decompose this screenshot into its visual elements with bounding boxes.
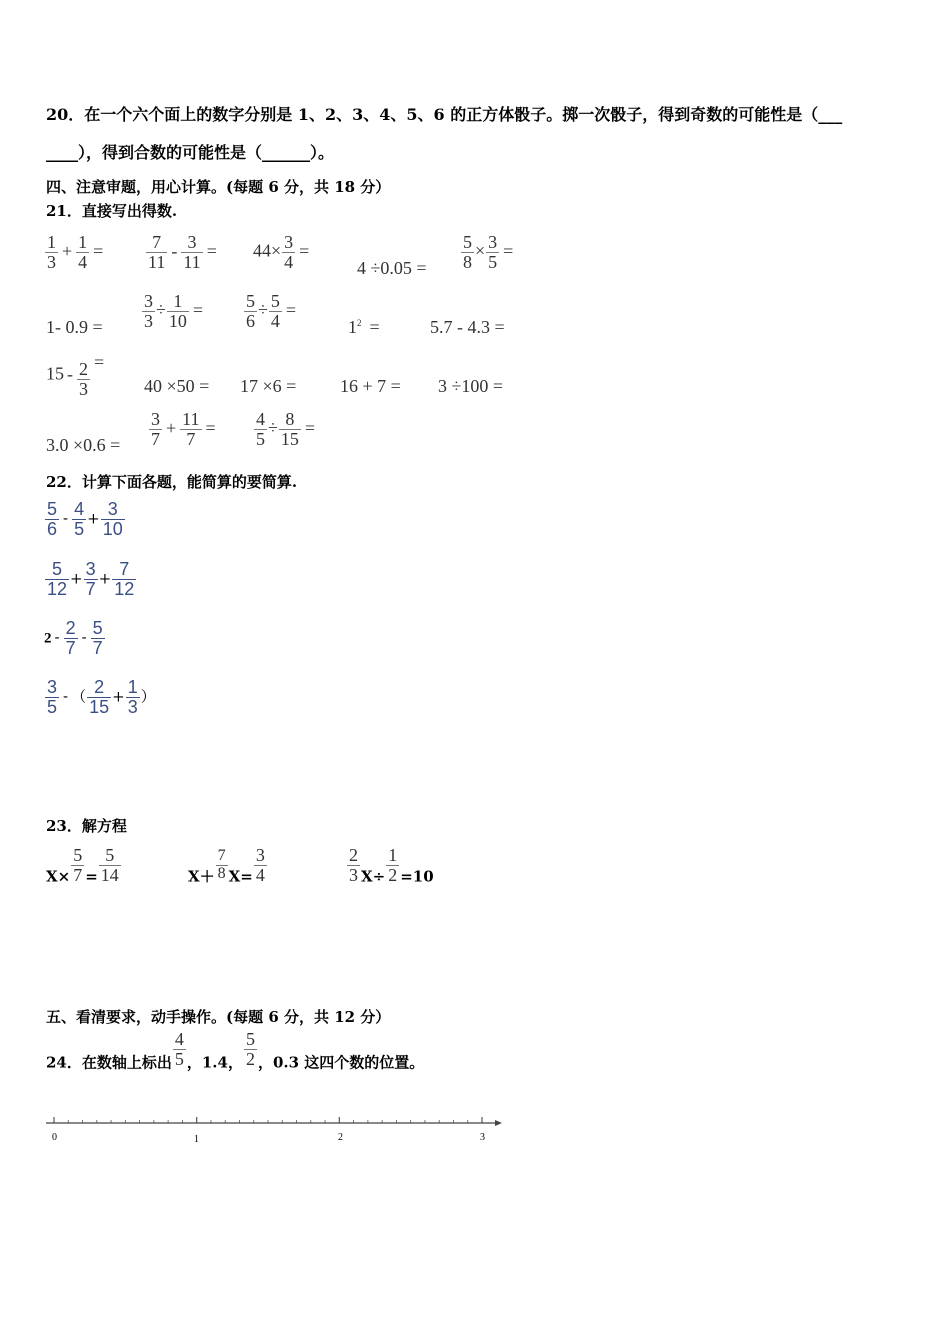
denominator: 5 — [174, 1048, 184, 1069]
equals-value: =10 — [400, 867, 434, 886]
denominator: 12 — [47, 578, 68, 599]
denominator: 8 — [463, 251, 472, 272]
denominator: 4 — [284, 251, 294, 272]
denominator: 4 — [255, 864, 265, 885]
arrow-right-icon — [495, 1120, 502, 1126]
operator: × — [475, 240, 486, 261]
numerator: 3 — [151, 409, 160, 429]
numerator: 3 — [101, 500, 125, 520]
numerator: 3 — [255, 845, 265, 865]
denominator: 10 — [168, 310, 187, 331]
operator: ÷ — [258, 299, 268, 320]
q21-r2-c — [243, 292, 299, 331]
q23-eq-1 — [46, 846, 122, 885]
numerator: 3 — [85, 559, 96, 579]
numerator: 4 — [256, 409, 265, 429]
numerator: 5 — [99, 846, 121, 866]
whole-number: 15 — [46, 363, 64, 384]
denominator: 11 — [148, 251, 166, 272]
operator: - — [63, 687, 69, 706]
equals: = — [299, 240, 310, 261]
denominator: 6 — [47, 518, 58, 539]
q22-expr-2 — [44, 560, 137, 599]
q21-r4-c — [253, 410, 318, 449]
q23-eq-3 — [346, 846, 434, 885]
denominator: 5 — [488, 251, 498, 272]
numerator: 1 — [78, 232, 88, 252]
equals: = — [304, 417, 316, 438]
denominator: 3 — [79, 378, 88, 399]
prefix: X＋ — [188, 867, 215, 886]
q21-r3-e: 3 ÷100 = — [438, 376, 504, 396]
divide-x: X÷ — [361, 867, 386, 886]
operator: + — [98, 569, 112, 588]
denominator: 15 — [280, 428, 299, 449]
denominator: 2 — [388, 864, 398, 885]
q24-text — [46, 1030, 424, 1072]
equals: = — [369, 317, 380, 337]
numerator: 2 — [87, 678, 111, 698]
numerator: 3 — [144, 291, 153, 311]
numerator: 5 — [73, 845, 83, 865]
q22-title: 22．计算下面各题，能简算的要简算. — [46, 473, 298, 491]
denominator: 3 — [349, 864, 358, 885]
q22-expr-3 — [44, 619, 106, 658]
denominator: 3 — [47, 251, 56, 272]
operator: ÷ — [156, 299, 166, 320]
q21-r3-a — [46, 352, 107, 399]
denominator: 15 — [89, 696, 110, 717]
denominator: 4 — [78, 251, 88, 272]
q22-expr-1 — [44, 500, 126, 539]
denominator: 7 — [151, 428, 160, 449]
numerator: 1 — [388, 845, 398, 865]
numerator: 5 — [463, 232, 472, 252]
q22-expr-4 — [44, 678, 156, 717]
numerator: 3 — [47, 677, 58, 697]
equals: = — [503, 240, 514, 261]
q21-r2-b — [141, 292, 206, 331]
base: 1 — [348, 317, 357, 337]
section4-title: 四、注意审题，用心计算。(每题 6 分，共 18 分） — [46, 178, 391, 196]
q21-r1-b — [145, 233, 220, 272]
operator: - — [67, 363, 73, 384]
q21-r1-a — [44, 233, 106, 272]
number-line — [40, 1110, 510, 1150]
numerator: 5 — [270, 291, 280, 311]
operator: - — [81, 628, 87, 647]
equals: = — [205, 417, 216, 438]
q21-r2-d — [348, 317, 383, 338]
axis-label-3: 3 — [480, 1132, 485, 1143]
whole-number: 44 — [253, 240, 271, 261]
operator: + — [87, 509, 100, 528]
q21-title: 21．直接写出得数. — [46, 202, 178, 220]
exponent: 2 — [357, 318, 362, 328]
numerator: 4 — [74, 499, 85, 519]
numerator: 1 — [47, 232, 56, 252]
numerator: 2 — [349, 845, 358, 865]
numerator: 5 — [246, 291, 255, 311]
prefix-text: 24．在数轴上标出 — [46, 1053, 172, 1072]
numerator: 1 — [127, 677, 138, 697]
numerator: 5 — [45, 560, 69, 580]
numerator: 3 — [488, 232, 498, 252]
equals: = — [93, 240, 104, 261]
numerator: 7 — [217, 847, 226, 865]
numerator: 2 — [65, 618, 76, 638]
denominator: 3 — [127, 696, 138, 717]
operator: × — [271, 240, 282, 261]
denominator: 6 — [246, 310, 255, 331]
operator: - — [54, 628, 60, 647]
axis-label-0: 0 — [52, 1132, 57, 1143]
denominator: 12 — [114, 578, 135, 599]
operator: + — [166, 417, 177, 438]
numerator: 5 — [92, 618, 103, 638]
numerator: 2 — [79, 359, 88, 379]
q21-r2-e: 5.7 - 4.3 = — [430, 317, 505, 337]
numerator: 8 — [279, 410, 301, 430]
prefix: X× — [46, 867, 71, 886]
numerator: 3 — [284, 232, 294, 252]
equals: = — [94, 352, 105, 372]
operator: - — [63, 509, 69, 528]
q21-r1-d: 4 ÷0.05 = — [357, 258, 427, 278]
equals: X= — [228, 867, 253, 886]
numerator: 5 — [245, 1029, 255, 1049]
q21-r3-d: 16 + 7 = — [340, 376, 401, 396]
denominator: 5 — [74, 518, 85, 539]
q21-r4-b — [148, 410, 219, 449]
equals: = — [192, 299, 204, 320]
operator: + — [112, 687, 125, 706]
whole-number: 2 — [44, 630, 52, 647]
denominator: 8 — [217, 864, 226, 882]
numerator: 4 — [174, 1029, 184, 1049]
left-paren: （ — [71, 687, 87, 706]
denominator: 10 — [102, 518, 123, 539]
denominator: 7 — [73, 864, 83, 885]
denominator: 7 — [92, 637, 103, 658]
numerator: 3 — [181, 233, 202, 253]
operator: + — [62, 240, 73, 261]
q21-r1-c — [253, 233, 312, 272]
denominator: 7 — [85, 578, 96, 599]
numerator: 5 — [47, 499, 58, 519]
q21-r2-a: 1- 0.9 = — [46, 317, 103, 337]
q20-line1: 20．在一个六个面上的数字分别是 1、2、3、4、5、6 的正方体骰子。掷一次骰子，得到奇数的可能性是（___ — [46, 105, 843, 124]
denominator: 14 — [100, 864, 119, 885]
denominator: 11 — [183, 251, 201, 272]
q20-line2: ____），得到合数的可能性是（______）。 — [46, 143, 335, 162]
numerator: 7 — [146, 233, 167, 253]
q23-eq-2 — [188, 846, 268, 886]
number-line-ticks — [54, 1117, 482, 1123]
denominator: 7 — [186, 428, 196, 449]
numerator: 1 — [167, 292, 189, 312]
equals: = — [85, 867, 98, 886]
operator: ÷ — [268, 417, 278, 438]
equals: = — [206, 240, 217, 261]
denominator: 3 — [144, 310, 153, 331]
denominator: 7 — [65, 637, 76, 658]
section5-title: 五、看清要求，动手操作。(每题 6 分，共 12 分） — [46, 1008, 391, 1026]
axis-label-1: 1 — [194, 1134, 199, 1145]
q21-r1-e — [460, 233, 516, 272]
axis-label-2: 2 — [338, 1132, 343, 1143]
q23-title: 23．解方程 — [46, 817, 127, 835]
numerator: 7 — [112, 560, 136, 580]
equals: = — [285, 299, 297, 320]
denominator: 5 — [47, 696, 58, 717]
denominator: 2 — [245, 1048, 255, 1069]
denominator: 4 — [270, 310, 280, 331]
right-paren: ） — [140, 687, 156, 706]
middle-text: ，1.4， — [186, 1053, 243, 1072]
operator: + — [70, 569, 83, 588]
q21-r4-a: 3.0 ×0.6 = — [46, 435, 121, 455]
denominator: 5 — [256, 428, 265, 449]
operator: - — [171, 240, 178, 261]
q21-r3-c: 17 ×6 = — [240, 376, 297, 396]
q21-r3-b: 40 ×50 = — [144, 376, 210, 396]
numerator: 11 — [182, 409, 200, 429]
suffix-text: ，0.3 这四个数的位置。 — [257, 1053, 425, 1072]
